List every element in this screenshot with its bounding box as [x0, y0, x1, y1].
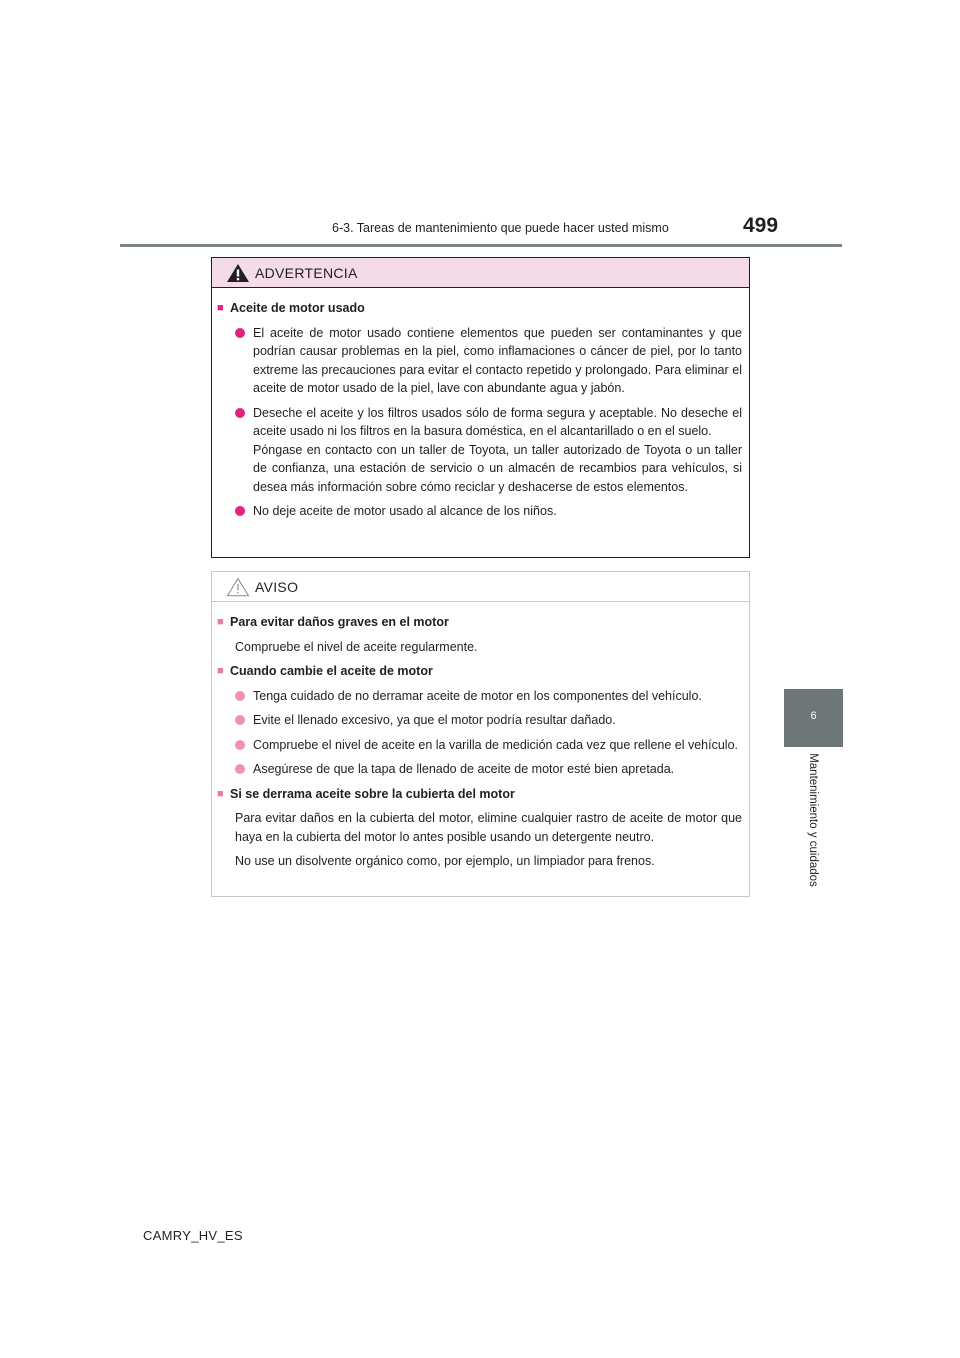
square-bullet-icon: ■ [217, 616, 224, 628]
list-item [230, 736, 742, 755]
circle-bullet-icon [235, 506, 245, 516]
notice-box [211, 571, 750, 897]
square-bullet-icon: ■ [217, 787, 224, 800]
list-item-text: Tenga cuidado de no derramar aceite de motor en los componentes del vehículo. [253, 688, 702, 703]
section-heading [217, 299, 742, 318]
notice-box-title: AVISO [255, 578, 299, 595]
list-item [230, 687, 742, 706]
section-heading-text: Cuando cambie el aceite de motor [230, 664, 433, 678]
section-title: 6-3. Tareas de mantenimiento que puede hacer usted mismo [332, 221, 669, 235]
list-item-text: El aceite de motor usado contiene elementos que pueden ser contaminantes y que podrían causar problemas en la piel, como inflamaciones o cáncer de piel, por lo tanto extreme las precauciones para evitar el contacto repetido y prolongado. Para eliminar el aceite de motor usado de la piel, lave con abundante agua y jabón. [253, 325, 742, 395]
section-heading [217, 613, 742, 632]
caution-triangle-outline-icon [226, 577, 250, 597]
list-item-text: No deje aceite de motor usado al alcance de los niños. [253, 504, 557, 518]
chapter-number: 6 [810, 710, 817, 722]
model-code: CAMRY_HV_ES [143, 1228, 243, 1243]
paragraph: No use un disolvente orgánico como, por ejemplo, un limpiador para frenos. [235, 854, 655, 868]
section-heading-text: Si se derrama aceite sobre la cubierta del motor [230, 786, 515, 801]
warning-box-header [212, 258, 749, 288]
list-item [230, 404, 742, 497]
list-item [230, 324, 742, 398]
warning-triangle-icon [226, 263, 250, 283]
list-item [230, 502, 742, 521]
circle-bullet-icon [235, 691, 245, 701]
notice-box-body [212, 602, 749, 871]
section-heading [217, 785, 742, 804]
notice-box-header [212, 572, 749, 602]
circle-bullet-icon [235, 764, 245, 774]
section-heading [217, 662, 742, 681]
list-item-text: Compruebe el nivel de aceite en la varilla de medición cada vez que rellene el vehículo. [253, 737, 739, 752]
list-item-text: Póngase en contacto con un taller de Toyota, un taller autorizado de Toyota o un taller de confianza, una estación de servicio o un almacén de recambios para vehículos, si desea más información sobre cómo reciclar y deshacerse de estos elementos. [253, 442, 742, 494]
page-number: 499 [743, 214, 779, 237]
chapter-tab[interactable] [784, 689, 843, 747]
paragraph: Para evitar daños en la cubierta del motor, elimine cualquier rastro de aceite de motor que haya en la cubierta del motor lo antes posible usando un detergente neutro. [235, 811, 742, 844]
header-divider [120, 244, 842, 247]
section-heading-text: Aceite de motor usado [230, 301, 365, 315]
warning-box-body [212, 288, 749, 521]
warning-box-title: ADVERTENCIA [255, 264, 358, 281]
paragraph: Compruebe el nivel de aceite regularmente. [235, 639, 478, 654]
circle-bullet-icon [235, 328, 245, 338]
square-bullet-icon: ■ [217, 302, 224, 314]
list-item [230, 760, 742, 779]
list-item-text: Deseche el aceite y los filtros usados sólo de forma segura y aceptable. No deseche el aceite usado ni los filtros en la basura doméstica, en el alcantarillado o en el suelo. [253, 405, 742, 438]
square-bullet-icon: ■ [217, 665, 224, 677]
list-item-text: Evite el llenado excesivo, ya que el motor podría resultar dañado. [253, 713, 616, 727]
circle-bullet-icon [235, 740, 245, 750]
list-item [230, 711, 742, 730]
chapter-label: Mantenimiento y cuidados [807, 753, 819, 887]
circle-bullet-icon [235, 408, 245, 418]
circle-bullet-icon [235, 715, 245, 725]
list-item-text: Asegúrese de que la tapa de llenado de aceite de motor esté bien apretada. [253, 762, 675, 776]
section-heading-text: Para evitar daños graves en el motor [230, 615, 449, 629]
warning-box [211, 257, 750, 558]
